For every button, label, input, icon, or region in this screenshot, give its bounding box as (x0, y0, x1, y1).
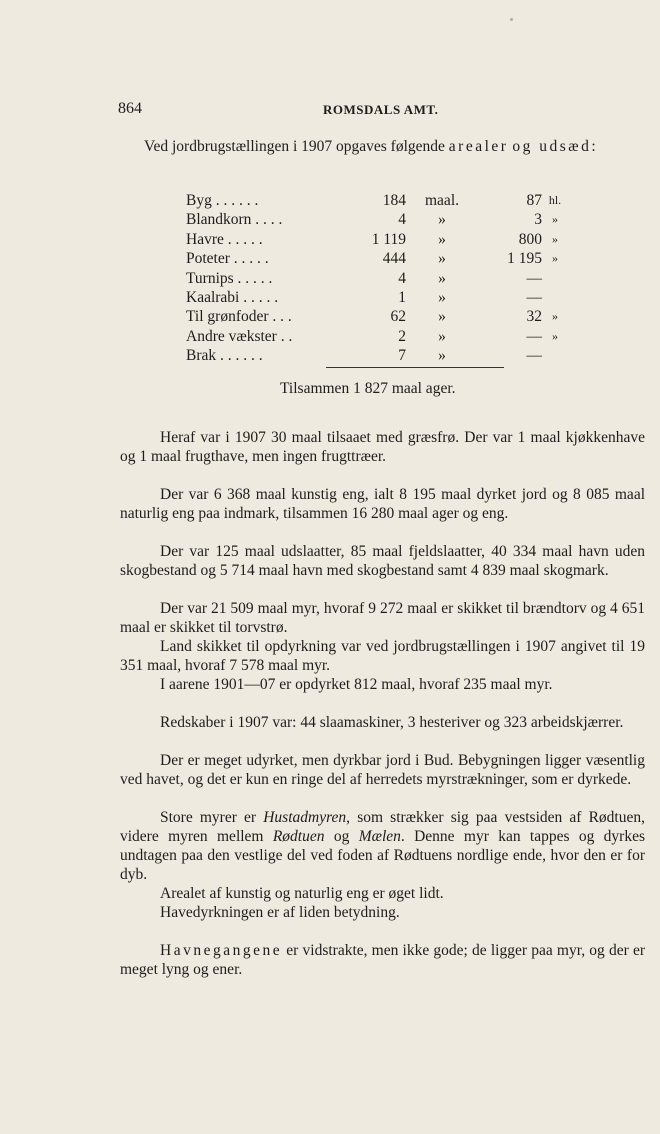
intro-paragraph: Ved jordbrugstællingen i 1907 opgaves følgende arealer og udsæd: (144, 138, 596, 155)
crop-name: Andre vækster . . (186, 327, 293, 345)
crop-name: Brak . . . . . . (186, 347, 263, 365)
crop-row (186, 327, 568, 346)
crop-area: 1 (398, 289, 406, 307)
crop-area: 184 (382, 192, 406, 209)
seed-unit (542, 269, 568, 288)
crop-seed: 1 195 (507, 250, 542, 268)
crop-name: Kaalrabi . . . . . (186, 289, 279, 307)
seed-unit: » (552, 231, 558, 246)
crop-name: Til grønfoder . . . (186, 308, 292, 326)
crop-name: Blandkorn . . . . (186, 211, 283, 229)
crop-seed: 32 (526, 308, 542, 326)
crop-seed: — (526, 289, 542, 307)
area-unit: » (438, 347, 446, 365)
crop-area: 7 (398, 347, 406, 365)
paragraph-pasture: Der var 125 maal udslaatter, 85 maal fjeldslaatter, 40 334 maal havn uden skogbestand og 5 714 maal havn med skogbestand samt 4 839 maal skogmark. (120, 543, 645, 579)
seed-unit: » (552, 328, 558, 343)
paragraph-gardening: Havedyrkningen er af liden betydning. (160, 904, 400, 921)
crop-row (186, 249, 568, 268)
area-unit: maal. (425, 192, 459, 209)
crop-row (186, 307, 568, 326)
paragraph-seeding: Heraf var i 1907 30 maal tilsaaet med græsfrø. Der var 1 maal kjøkkenhave og 1 maal frugthave, men ingen frugttræer. (120, 429, 645, 465)
paragraph-implements: Redskaber i 1907 var: 44 slaamaskiner, 3 hesteriver og 323 arbeidskjærrer. (160, 714, 624, 731)
area-unit: » (438, 250, 446, 268)
crop-seed: — (526, 269, 542, 287)
seed-unit: hl. (548, 193, 562, 207)
crop-name: Turnips . . . . . (186, 269, 273, 287)
seed-unit (542, 346, 568, 365)
crop-seed: — (526, 327, 542, 345)
place-name: Rødtuen (272, 828, 325, 845)
paragraph-large-bogs: Store myrer er Hustadmyren, som strækker sig paa vestsiden af Rødtuen, videre myren mellem Rødtuen og Mælen. Denne myr kan tappes og dyrkes undtagen paa den vestlige del ved foden af Rødtuens nordlige ende, hvor den er for dyb. (120, 809, 646, 883)
crop-name: Byg . . . . . . (186, 192, 259, 209)
crop-row (186, 230, 568, 249)
crop-area: 62 (390, 308, 406, 326)
page-number: 864 (118, 100, 142, 117)
paragraph-cultivable-land: Land skikket til opdyrkning var ved jordbrugstællingen i 1907 angivet til 19 351 maal, hvoraf 7 578 maal myr. (120, 638, 645, 674)
seed-unit: » (552, 212, 558, 227)
paragraph-meadow-growth: Arealet af kunstig og naturlig eng er øget lidt. (160, 885, 444, 902)
crop-area: 444 (382, 250, 406, 268)
crop-seed: 87 (526, 192, 542, 209)
seed-unit (542, 288, 568, 307)
crop-row (186, 269, 568, 288)
area-unit: » (438, 308, 446, 326)
crop-row (186, 288, 568, 307)
crop-row (186, 191, 568, 210)
crop-table (186, 191, 568, 366)
page-header (118, 100, 638, 122)
crop-name: Havre . . . . . (186, 230, 263, 248)
crop-name: Poteter . . . . . (186, 250, 269, 268)
place-name: Hustadmyren (263, 809, 347, 826)
crop-seed: 800 (518, 230, 542, 248)
paper-speck (510, 18, 513, 21)
seed-unit: » (552, 309, 558, 324)
paragraph-meadow: Der var 6 368 maal kunstig eng, ialt 8 195 maal dyrket jord og 8 085 maal naturlig eng paa indmark, tilsammen 16 280 maal ager og eng. (120, 486, 645, 522)
area-unit: » (438, 327, 446, 345)
paragraph-uncultivated: Der er meget udyrket, men dyrkbar jord i Bud. Bebygningen ligger væsentlig ved havet, og det er kun en ringe del af herredets myrstrækninger, som er dyrkede. (120, 752, 645, 788)
crop-area: 1 119 (371, 230, 406, 248)
crop-seed: 3 (534, 211, 542, 229)
area-unit: » (438, 289, 446, 307)
place-name: Mælen (358, 828, 401, 845)
seed-unit: » (552, 251, 558, 266)
running-title: ROMSDALS AMT. (323, 102, 439, 117)
area-unit: » (438, 211, 446, 229)
sum-rule (326, 367, 504, 368)
total-line: Tilsammen 1 827 maal ager. (280, 380, 456, 397)
crop-row (186, 210, 568, 229)
paragraph-bog: Der var 21 509 maal myr, hvoraf 9 272 maal er skikket til brændtorv og 4 651 maal er skikket til torvstrø. (120, 600, 645, 636)
crop-seed: — (526, 347, 542, 365)
crop-area: 4 (398, 211, 406, 229)
paragraph-cultivated: I aarene 1901—07 er opdyrket 812 maal, hvoraf 235 maal myr. (160, 676, 553, 693)
area-unit: » (438, 230, 446, 248)
crop-row (186, 346, 568, 365)
paragraph-grazing: Havnegangene er vidstrakte, men ikke gode; de ligger paa myr, og der er meget lyng og ener. (120, 942, 645, 978)
crop-area: 4 (398, 269, 406, 287)
crop-area: 2 (398, 327, 406, 345)
area-unit: » (438, 269, 446, 287)
